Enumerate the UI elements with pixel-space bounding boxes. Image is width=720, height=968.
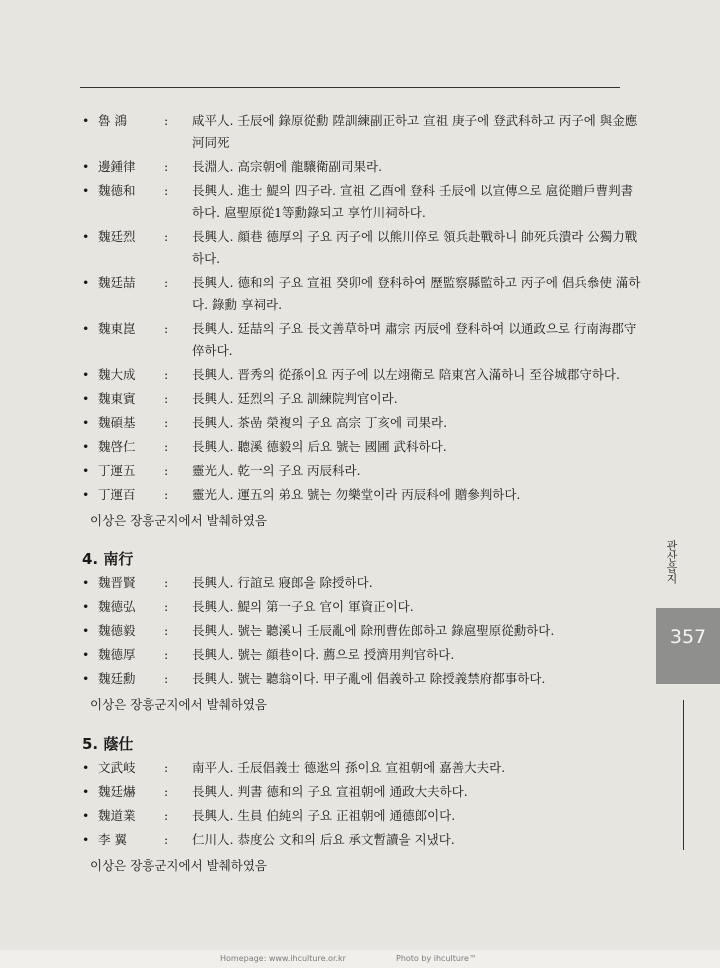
page-number: 357 xyxy=(669,626,707,648)
entry-name: 魏德毅 xyxy=(98,623,136,638)
list-item: • 魏德毅 : 長興人. 號는 聽溪니 壬辰亂에 除刑曹佐郎하고 錄扈聖原從勳하다. xyxy=(82,620,642,642)
entry-name: 魏啓仁 xyxy=(98,439,136,454)
section-block-1 xyxy=(82,110,642,532)
list-item: • 魯 鴻 : 咸平人. 壬辰에 錄原從勳 陞訓練副正하고 宣祖 庚子에 登武科하고 丙子에 與金應河同死 xyxy=(82,110,642,154)
list-item: • 丁運百 : 靈光人. 運五의 弟요 號는 勿樂堂이라 丙辰科에 贈參判하다. xyxy=(82,484,642,506)
book-title-label xyxy=(656,540,696,606)
entry-text: 長興人. 判書 德和의 子요 宣祖朝에 通政大夫하다. xyxy=(192,784,468,799)
list-item: • 丁運五 : 靈光人. 乾一의 子요 丙辰科라. xyxy=(82,460,642,482)
photo-footer xyxy=(0,950,720,968)
entry-text: 長興人. 號는 聽翁이다. 甲子亂에 倡義하고 除授義禁府都事하다. xyxy=(192,671,546,686)
entry-text: 長興人. 顔巷 德厚의 子요 丙子에 以熊川倅로 領兵赴戰하니 帥死兵潰라 公獨力戰하다. xyxy=(192,229,638,266)
entry-text: 長興人. 廷烈의 子요 訓練院判官이라. xyxy=(192,391,398,406)
entry-text: 長興人. 鯷의 第一子요 官이 軍資正이다. xyxy=(192,599,414,614)
entry-name: 魏德厚 xyxy=(98,647,136,662)
list-item: • 魏碩基 : 長興人. 茶嵒 榮複의 子요 高宗 丁亥에 司果라. xyxy=(82,412,642,434)
entry-text: 長興人. 進士 鯷의 四子라. 宣祖 乙酉에 登科 壬辰에 以宣傳으로 扈從贈戶曹判書하다. 扈聖原從1等勳錄되고 享竹川祠하다. xyxy=(192,183,634,220)
entry-name: 魏東崑 xyxy=(98,321,136,336)
list-item: • 李 翼 : 仁川人. 恭度公 文和의 后요 承文暫讀을 지냈다. xyxy=(82,829,642,851)
entry-name: 丁運百 xyxy=(98,487,136,502)
source-note: 이상은 장흥군지에서 발췌하였음 xyxy=(90,513,267,528)
list-item: • 文武岐 : 南平人. 壬辰倡義士 德逖의 孫이요 宣祖朝에 嘉善大夫라. xyxy=(82,757,642,779)
entry-name: 邊鍾律 xyxy=(98,159,136,174)
list-item: • 魏啓仁 : 長興人. 聽溪 德毅의 后요 號는 國圃 武科하다. xyxy=(82,436,642,458)
list-item: • 魏德和 : 長興人. 進士 鯷의 四子라. 宣祖 乙酉에 登科 壬辰에 以宣傳으로 扈從贈戶曹判書하다. 扈聖原從1等勳錄되고 享竹川祠하다. xyxy=(82,180,642,224)
list-item: • 魏廷烈 : 長興人. 顔巷 德厚의 子요 丙子에 以熊川倅로 領兵赴戰하니 帥死兵潰라 公獨力戰하다. xyxy=(82,226,642,270)
entry-text: 長興人. 廷喆의 子요 長文善草하며 肅宗 丙辰에 登科하여 以通政으로 行南海郡守倅하다. xyxy=(192,321,637,358)
entry-text: 長興人. 號는 聽溪니 壬辰亂에 除刑曹佐郎하고 錄扈聖原從勳하다. xyxy=(192,623,555,638)
entry-name: 魏晋賢 xyxy=(98,575,136,590)
list-item: • 魏東崑 : 長興人. 廷喆의 子요 長文善草하며 肅宗 丙辰에 登科하여 以通政으로 行南海郡守倅하다. xyxy=(82,318,642,362)
entry-text: 長興人. 德和의 子요 宣祖 癸卯에 登科하여 歷監察縣監하고 丙子에 倡兵叅使 滿하다. 錄勳 享祠라. xyxy=(192,275,641,312)
entry-name: 李 翼 xyxy=(98,832,127,847)
list-item: • 邊鍾律 : 長淵人. 高宗朝에 龍驤衛副司果라. xyxy=(82,156,642,178)
list-item: • 魏廷勳 : 長興人. 號는 聽翁이다. 甲子亂에 倡義하고 除授義禁府都事하다. xyxy=(82,668,642,690)
side-rule xyxy=(683,700,684,850)
list-item: • 魏德弘 : 長興人. 鯷의 第一子요 官이 軍資正이다. xyxy=(82,596,642,618)
entry-text: 仁川人. 恭度公 文和의 后요 承文暫讀을 지냈다. xyxy=(192,832,455,847)
entry-text: 長興人. 聽溪 德毅의 后요 號는 國圃 武科하다. xyxy=(192,439,447,454)
source-note: 이상은 장흥군지에서 발췌하였음 xyxy=(90,697,267,712)
entry-name: 魏東賓 xyxy=(98,391,136,406)
section-block-3 xyxy=(82,757,642,877)
entry-text: 長興人. 生員 伯純의 子요 正祖朝에 通德郎이다. xyxy=(192,808,456,823)
entry-name: 魏廷爀 xyxy=(98,784,136,799)
list-item: • 魏道業 : 長興人. 生員 伯純의 子요 正祖朝에 通德郎이다. xyxy=(82,805,642,827)
homepage-text: Homepage: www.ihculture.or.kr xyxy=(220,954,346,963)
entry-name: 魏廷喆 xyxy=(98,275,136,290)
list-item: • 魏廷喆 : 長興人. 德和의 子요 宣祖 癸卯에 登科하여 歷監察縣監하고 丙子에 倡兵叅使 滿하다. 錄勳 享祠라. xyxy=(82,272,642,316)
list-item: • 魏廷爀 : 長興人. 判書 德和의 子요 宣祖朝에 通政大夫하다. xyxy=(82,781,642,803)
entry-text: 咸平人. 壬辰에 錄原從勳 陞訓練副正하고 宣祖 庚子에 登武科하고 丙子에 與金應河同死 xyxy=(192,113,638,150)
entry-name: 文武岐 xyxy=(98,760,136,775)
entry-name: 魏廷勳 xyxy=(98,671,136,686)
entry-text: 長興人. 行誼로 寢郎을 除授하다. xyxy=(192,575,373,590)
list-item: • 魏晋賢 : 長興人. 行誼로 寢郎을 除授하다. xyxy=(82,572,642,594)
book-title-text: 관산읍지 xyxy=(665,540,678,584)
list-item: • 魏東賓 : 長興人. 廷烈의 子요 訓練院判官이라. xyxy=(82,388,642,410)
entry-name: 魯 鴻 xyxy=(98,113,127,128)
entry-text: 靈光人. 運五의 弟요 號는 勿樂堂이라 丙辰科에 贈參判하다. xyxy=(192,487,521,502)
entry-name: 魏碩基 xyxy=(98,415,136,430)
section-heading-eumsa: 5. 蔭仕 xyxy=(82,735,134,753)
source-note: 이상은 장흥군지에서 발췌하였음 xyxy=(90,858,267,873)
entry-text: 長淵人. 高宗朝에 龍驤衛副司果라. xyxy=(192,159,383,174)
header-rule xyxy=(80,87,620,88)
list-item: • 魏大成 : 長興人. 晋秀의 從孫이요 丙子에 以左翊衛로 陪東宮入滿하니 至谷城郡守하다. xyxy=(82,364,642,386)
entry-text: 長興人. 號는 顔巷이다. 薦으로 授濟用判官하다. xyxy=(192,647,455,662)
entry-name: 魏大成 xyxy=(98,367,136,382)
entry-text: 長興人. 晋秀의 從孫이요 丙子에 以左翊衛로 陪東宮入滿하니 至谷城郡守하다. xyxy=(192,367,620,382)
section-block-2 xyxy=(82,572,642,716)
entry-text: 南平人. 壬辰倡義士 德逖의 孫이요 宣祖朝에 嘉善大夫라. xyxy=(192,760,506,775)
entry-name: 魏德和 xyxy=(98,183,136,198)
section-heading-namhaeng: 4. 南行 xyxy=(82,550,134,568)
entry-text: 長興人. 茶嵒 榮複의 子요 高宗 丁亥에 司果라. xyxy=(192,415,448,430)
photo-credit: Photo by ihculture™ xyxy=(396,954,477,963)
entry-name: 丁運五 xyxy=(98,463,136,478)
entry-name: 魏道業 xyxy=(98,808,136,823)
entry-name: 魏德弘 xyxy=(98,599,136,614)
entry-name: 魏廷烈 xyxy=(98,229,136,244)
page-number-tab xyxy=(656,608,720,684)
entry-text: 靈光人. 乾一의 子요 丙辰科라. xyxy=(192,463,361,478)
list-item: • 魏德厚 : 長興人. 號는 顔巷이다. 薦으로 授濟用判官하다. xyxy=(82,644,642,666)
